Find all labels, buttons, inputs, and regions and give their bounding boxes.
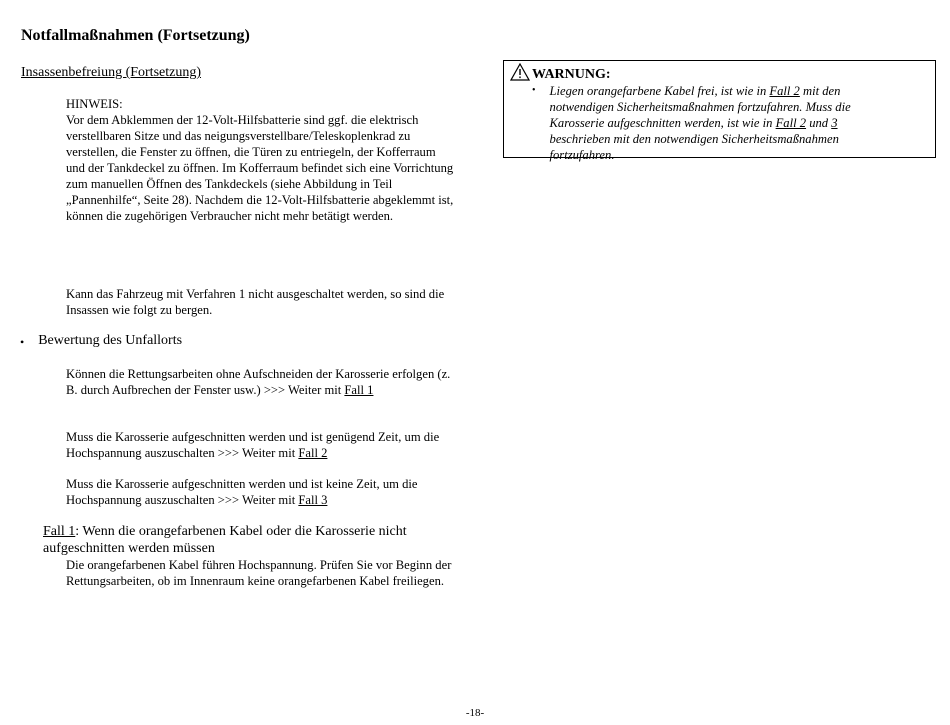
- note-label: HINWEIS:: [66, 97, 123, 111]
- warning-box: [503, 60, 936, 162]
- warning-text: [550, 83, 890, 163]
- case-text: Muss die Karosserie aufgeschnitten werden und ist genügend Zeit, um die Hochspannung auszuschalten >>> Weiter mit: [66, 430, 440, 460]
- case-paragraph-1: [66, 366, 451, 398]
- case-link-fall-3[interactable]: Fall 3: [298, 493, 328, 507]
- fall-1-text: Die orangefarbenen Kabel führen Hochspannung. Prüfen Sie vor Beginn der Rettungsarbeiten, ob im Innenraum keine orangefarbenen Kabel freiliegen.: [66, 558, 452, 588]
- bullet-item: [20, 333, 182, 351]
- warning-text-part: beschrieben mit den notwendigen Sicherheitsmaßnahmen fortzufahren.: [549, 132, 839, 162]
- page-number: -18-: [465, 707, 485, 719]
- warning-item: [532, 83, 890, 163]
- warning-triangle-icon: [510, 63, 530, 86]
- warning-text-part: Liegen orangefarbene Kabel frei, ist wie in: [549, 84, 770, 98]
- fall-1-heading-text: : Wenn die orangefarbenen Kabel oder die Karosserie nicht aufgeschnitten werden müssen: [43, 524, 407, 556]
- section-subheading: Insassenbefreiung (Fortsetzung): [21, 65, 202, 80]
- fall-1-label[interactable]: Fall 1: [43, 524, 76, 539]
- procedure-paragraph: Kann das Fahrzeug mit Verfahren 1 nicht ausgeschaltet werden, so sind die Insassen wie folgt zu bergen.: [66, 287, 445, 317]
- case-link-fall-2[interactable]: Fall 2: [298, 446, 328, 460]
- warning-text-part: und: [806, 116, 832, 130]
- bullet-text: Bewertung des Unfallorts: [38, 333, 183, 348]
- bullet-marker: •: [20, 335, 25, 349]
- case-paragraph-3: [66, 476, 461, 508]
- warning-link-fall-2-second[interactable]: Fall 2: [775, 116, 807, 130]
- case-paragraph-2: [66, 429, 451, 461]
- page-title: Notfallmaßnahmen (Fortsetzung): [21, 27, 250, 44]
- warning-link-fall-3[interactable]: 3: [831, 116, 838, 130]
- warning-text-part: mit den notwendigen Sicherheitsmaßnahmen fortzufahren. Muss die Karosserie aufgeschnitten werden, ist wie in: [549, 84, 851, 130]
- fall-1-heading: [43, 523, 463, 557]
- case-text: Muss die Karosserie aufgeschnitten werden und ist keine Zeit, um die Hochspannung auszuschalten >>> Weiter mit: [66, 477, 418, 507]
- case-link-fall-1[interactable]: Fall 1: [344, 383, 374, 397]
- note-block: [66, 96, 456, 224]
- case-text: Können die Rettungsarbeiten ohne Aufschneiden der Karosserie erfolgen (z. B. durch Aufbrechen der Fenster usw.) >>> Weiter mit: [66, 367, 451, 397]
- warning-link-fall-2[interactable]: Fall 2: [769, 84, 800, 98]
- warning-title: WARNUNG:: [532, 66, 611, 82]
- note-text: Vor dem Abklemmen der 12-Volt-Hilfsbatterie sind ggf. die elektrisch verstellbaren Sitze und das neigungsverstellbare/Teleskoplenkrad zu verstellen, die Fenster zu öffnen, die Türen zu entriegeln, der Kofferraum und der Tankdeckel zu öffnen. Im Kofferraum befindet sich eine Vorrichtung zum manuellen Öffnen des Tankdeckels (siehe Abbildung in Teil „Pannenhilfe“, Seite 28). Nachdem die 12-Volt-Hilfsbatterie abgeklemmt ist, können die zugehörigen Verbraucher nicht mehr betätigt werden.: [66, 113, 454, 223]
- warning-bullet: •: [532, 85, 536, 96]
